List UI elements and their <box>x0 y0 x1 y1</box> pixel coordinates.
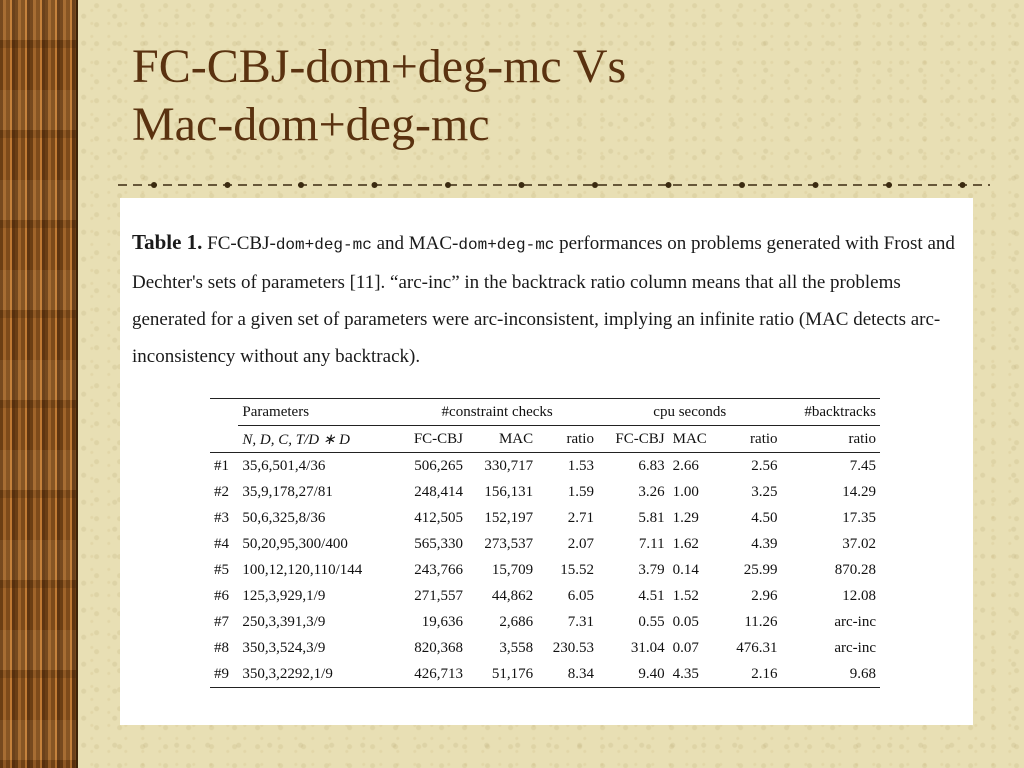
cell-cpu-ratio: 2.96 <box>751 587 778 604</box>
divider-dot <box>886 182 892 188</box>
cell-cpu-fccbj: 9.40 <box>598 661 669 688</box>
cell-cpu-ratio: 4.50 <box>751 509 778 526</box>
cell-cc-ratio: 15.52 <box>560 561 594 578</box>
cell-row-id: #6 <box>214 587 229 604</box>
cell-cpu-ratio: 3.25 <box>751 483 778 500</box>
cell-cpu-mac: 0.07 <box>672 639 699 656</box>
cell-bt-ratio: 12.08 <box>842 587 876 604</box>
cell-params: 125,3,929,1/9 <box>242 587 326 604</box>
cell-cc-mac: 3,558 <box>499 639 534 656</box>
cell-cc-fccbj: 412,505 <box>414 509 464 526</box>
cell-cc-ratio: 2.07 <box>567 535 594 552</box>
cell-params: 35,6,501,4/36 <box>242 457 326 474</box>
cell-cpu-fccbj: 31.04 <box>630 639 665 656</box>
cell-bt-ratio: 7.45 <box>849 457 876 474</box>
table-caption <box>132 224 962 375</box>
cell-cpu-mac: 1.00 <box>672 483 699 500</box>
cell-cpu-fccbj: 6.83 <box>638 457 665 474</box>
cell-cpu-mac: 2.66 <box>672 457 699 474</box>
divider-dot <box>592 182 598 188</box>
cell-cpu-fccbj: 0.55 <box>638 613 665 630</box>
cell-params: 100,12,120,110/144 <box>242 561 363 578</box>
cell-cc-mac: 330,717 <box>484 457 534 474</box>
caption-mono-1: dom+deg-mc <box>275 236 372 254</box>
cell-row-id: #9 <box>210 661 238 688</box>
cell-params: 50,20,95,300/400 <box>242 535 348 552</box>
cell-cc-fccbj: 248,414 <box>414 483 464 500</box>
slide-title <box>132 38 992 154</box>
cell-cpu-ratio: 11.26 <box>744 613 778 630</box>
cell-cpu-fccbj: 3.26 <box>638 483 665 500</box>
table-body <box>210 453 880 688</box>
cell-params: 250,3,391,3/9 <box>242 613 326 630</box>
cell-params: 350,3,524,3/9 <box>242 639 326 656</box>
header-cpu-seconds: cpu seconds <box>598 399 782 426</box>
cell-cpu-ratio: 476.31 <box>736 639 778 656</box>
cell-cpu-mac: 0.14 <box>672 561 699 578</box>
cell-cc-fccbj: 820,368 <box>414 639 464 656</box>
cell-row-id: #4 <box>214 535 229 552</box>
cell-row-id: #3 <box>214 509 229 526</box>
table-row <box>210 583 880 609</box>
cell-cc-ratio: 8.34 <box>537 661 598 688</box>
cell-cpu-mac: 4.35 <box>669 661 721 688</box>
cell-bt-ratio: 14.29 <box>842 483 876 500</box>
cell-cpu-ratio: 25.99 <box>743 561 778 578</box>
cell-cc-mac: 2,686 <box>499 613 534 630</box>
cell-cpu-ratio: 2.16 <box>721 661 782 688</box>
table-row <box>210 479 880 505</box>
caption-text-2: and MAC- <box>371 233 459 254</box>
table-row <box>210 635 880 661</box>
group-header-row <box>210 399 880 426</box>
cell-params: 50,6,325,8/36 <box>242 509 326 526</box>
sub-header-row <box>210 426 880 453</box>
cell-cc-ratio: 1.53 <box>567 457 594 474</box>
cell-cpu-fccbj: 5.81 <box>638 509 665 526</box>
cell-bt-ratio: 870.28 <box>834 561 876 578</box>
wood-sidebar <box>0 0 78 768</box>
table-row <box>210 661 880 688</box>
divider-dot <box>813 182 819 188</box>
table-row <box>210 505 880 531</box>
wood-grain <box>0 0 76 768</box>
table-row <box>210 453 880 480</box>
caption-text-3: performances on problems generated with Frost and Dechter's sets of parameters [11]. “arc-inc” in the backtrack ratio column means that all the problems generated for a given set of parameters were arc-inconsistent, implying an infinite ratio (MAC detects arc-inconsistency without any backtrack). <box>132 233 955 367</box>
cell-bt-ratio: 37.02 <box>842 535 876 552</box>
cell-row-id: #1 <box>214 457 229 474</box>
cell-cc-fccbj: 271,557 <box>414 587 464 604</box>
cell-cpu-ratio: 2.56 <box>751 457 778 474</box>
caption-mono-2: dom+deg-mc <box>458 236 555 254</box>
cell-cpu-fccbj: 3.79 <box>638 561 665 578</box>
cell-cpu-ratio: 4.39 <box>751 535 778 552</box>
cell-bt-ratio: 9.68 <box>782 661 880 688</box>
header-parameters: Parameters <box>238 399 396 426</box>
divider-dot <box>666 182 672 188</box>
title-line-2: Mac-dom+deg-mc <box>132 98 490 151</box>
cell-cc-fccbj: 426,713 <box>396 661 467 688</box>
header-backtracks: #backtracks <box>782 399 880 426</box>
dashed-divider <box>118 180 990 190</box>
cell-cc-fccbj: 506,265 <box>414 457 464 474</box>
cell-cpu-mac: 1.62 <box>672 535 699 552</box>
subheader-bt-ratio: ratio <box>782 426 880 453</box>
cell-bt-ratio: 17.35 <box>842 509 876 526</box>
header-constraint-checks: #constraint checks <box>396 399 598 426</box>
cell-cpu-mac: 1.29 <box>672 509 699 526</box>
divider-dot <box>225 182 231 188</box>
cell-cpu-fccbj: 7.11 <box>638 535 665 552</box>
cell-params: 350,3,2292,1/9 <box>238 661 396 688</box>
cell-cc-ratio: 6.05 <box>567 587 594 604</box>
results-table <box>210 398 880 688</box>
subheader-cpu-ratio: ratio <box>721 426 782 453</box>
table-image <box>120 198 973 725</box>
divider-dot <box>298 182 304 188</box>
caption-label: Table 1. <box>132 230 203 254</box>
cell-row-id: #7 <box>214 613 229 630</box>
cell-cc-fccbj: 565,330 <box>414 535 464 552</box>
table-row <box>210 609 880 635</box>
table-row <box>210 557 880 583</box>
cell-cc-mac: 273,537 <box>484 535 534 552</box>
cell-row-id: #2 <box>214 483 229 500</box>
cell-bt-ratio: arc-inc <box>834 613 876 630</box>
subheader-cc-fccbj: FC-CBJ <box>396 426 467 453</box>
cell-cc-ratio: 2.71 <box>567 509 594 526</box>
divider-dot <box>519 182 525 188</box>
divider-dot <box>151 182 157 188</box>
divider-dot <box>372 182 378 188</box>
cell-cpu-fccbj: 4.51 <box>638 587 665 604</box>
cell-cc-mac: 152,197 <box>484 509 534 526</box>
table-row <box>210 531 880 557</box>
divider-dot <box>960 182 966 188</box>
cell-cc-fccbj: 19,636 <box>421 613 464 630</box>
subheader-params: N, D, C, T/D ∗ D <box>238 426 396 453</box>
cell-params: 35,9,178,27/81 <box>242 483 333 500</box>
cell-cc-mac: 156,131 <box>484 483 534 500</box>
subheader-cc-ratio: ratio <box>537 426 598 453</box>
subheader-cpu-fccbj: FC-CBJ <box>598 426 669 453</box>
subheader-cpu-mac: MAC <box>669 426 721 453</box>
cell-bt-ratio: arc-inc <box>834 639 876 656</box>
cell-cc-mac: 51,176 <box>467 661 537 688</box>
divider-dot <box>445 182 451 188</box>
subheader-cc-mac: MAC <box>467 426 537 453</box>
cell-cc-ratio: 230.53 <box>552 639 594 656</box>
title-line-1: FC-CBJ-dom+deg-mc Vs <box>132 40 627 93</box>
cell-cpu-mac: 0.05 <box>672 613 699 630</box>
cell-cpu-mac: 1.52 <box>672 587 699 604</box>
caption-text-1: FC-CBJ- <box>202 233 276 254</box>
cell-cc-ratio: 7.31 <box>567 613 594 630</box>
cell-cc-ratio: 1.59 <box>567 483 594 500</box>
cell-row-id: #5 <box>214 561 229 578</box>
divider-dot <box>739 182 745 188</box>
cell-cc-mac: 44,862 <box>491 587 534 604</box>
cell-row-id: #8 <box>214 639 229 656</box>
cell-cc-mac: 15,709 <box>491 561 534 578</box>
cell-cc-fccbj: 243,766 <box>414 561 464 578</box>
